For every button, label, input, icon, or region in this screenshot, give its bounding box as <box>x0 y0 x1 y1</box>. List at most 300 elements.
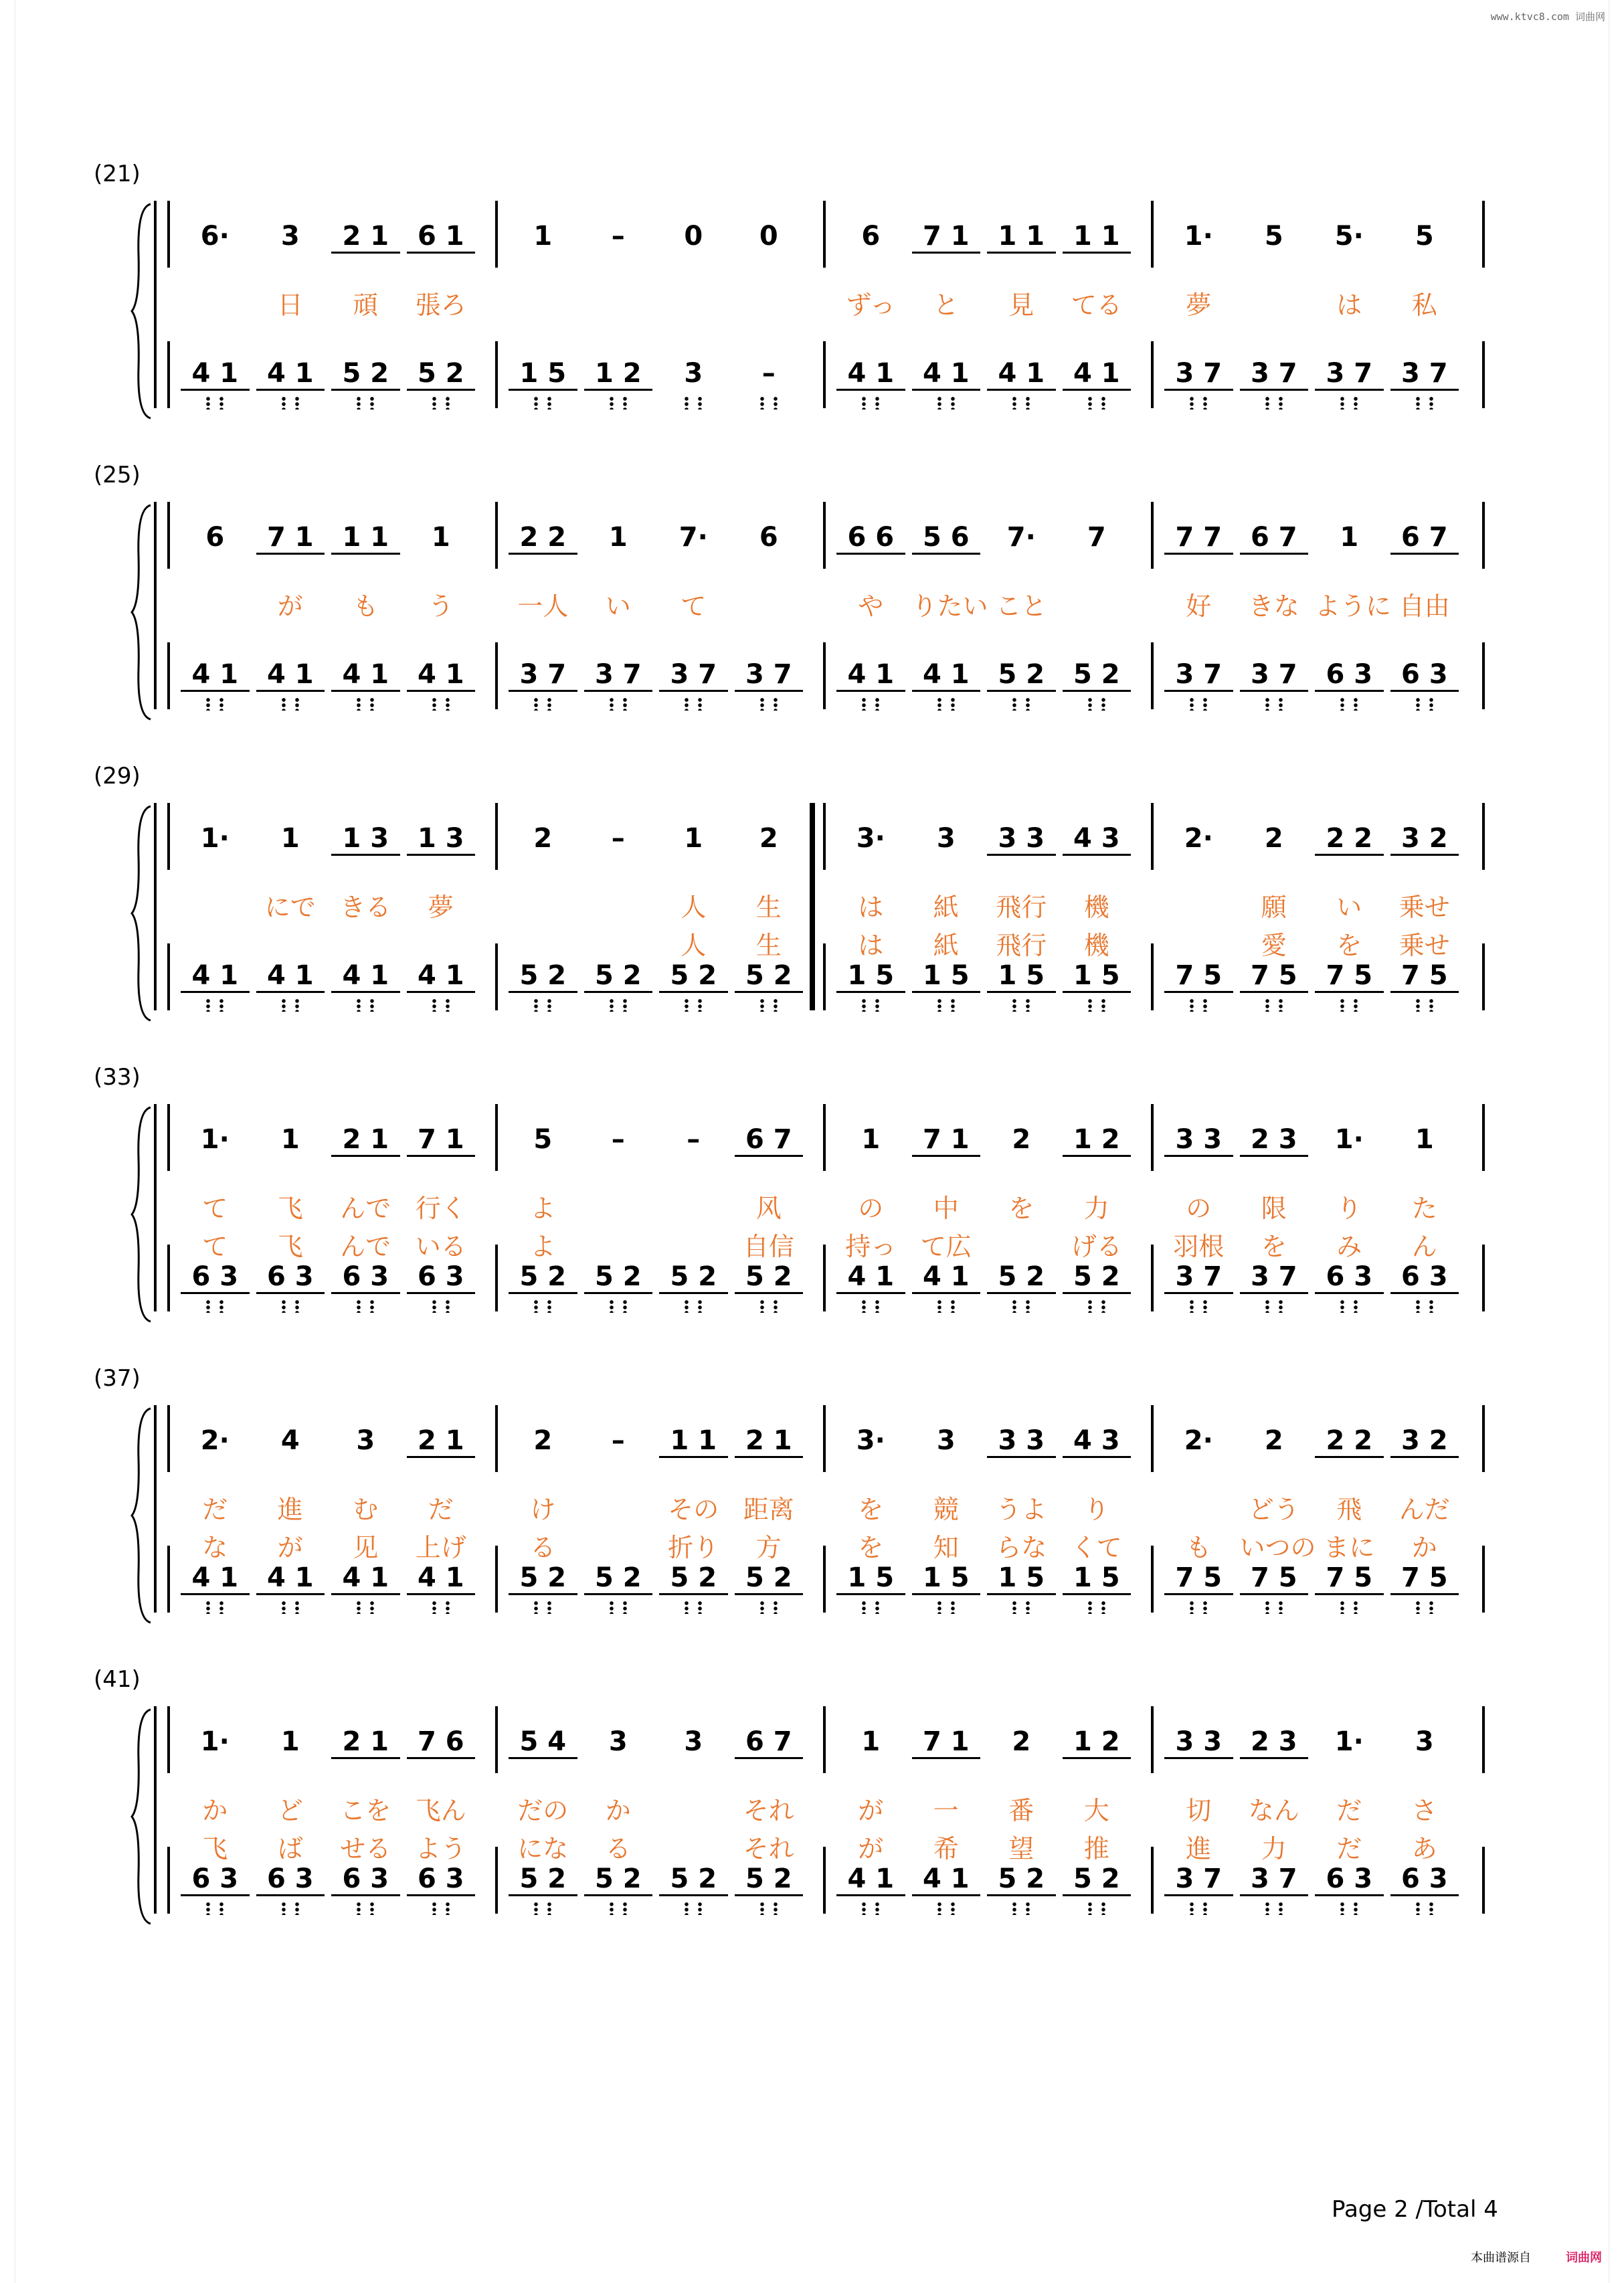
lyric-second-verse: も <box>1186 1533 1212 1562</box>
melody-note: 1 1 <box>1063 221 1132 254</box>
lyric: 一人 <box>517 591 569 621</box>
lyric: 飛行 <box>996 893 1047 922</box>
melody-note: 2 3 <box>1240 1726 1309 1759</box>
barline <box>167 1546 170 1613</box>
barline <box>823 803 826 870</box>
melody-note: 2 1 <box>407 1425 476 1458</box>
lyric: だ <box>428 1495 454 1524</box>
lyric-second-verse: にな <box>517 1834 569 1863</box>
octave-dots <box>201 396 228 409</box>
barline <box>495 1706 498 1773</box>
lyric: う <box>428 591 454 621</box>
bass-note: 1 5 <box>912 960 981 993</box>
barline <box>1482 341 1485 408</box>
octave-dots <box>1185 998 1212 1012</box>
system-line <box>154 1706 157 1914</box>
melody-note: 3 <box>1415 1726 1434 1757</box>
lyric-second-verse: る <box>605 1834 631 1863</box>
barline <box>1151 803 1154 870</box>
bass-note: 6 3 <box>1390 659 1459 692</box>
octave-dots <box>755 697 782 711</box>
lyric: うよ <box>996 1495 1047 1524</box>
octave-dots <box>1008 396 1034 409</box>
bass-note: 4 1 <box>836 659 905 692</box>
octave-dots <box>1083 998 1110 1012</box>
lyric-second-verse: は <box>858 931 884 960</box>
melody-note: 6 <box>759 522 778 553</box>
barline <box>1151 502 1154 569</box>
lyric: や <box>858 591 884 621</box>
lyric: た <box>1411 1194 1437 1223</box>
barline <box>495 1847 498 1914</box>
octave-dots <box>933 396 960 409</box>
octave-dots <box>277 1299 304 1313</box>
bass-note: 5 2 <box>987 1863 1056 1896</box>
lyric: い <box>605 591 631 621</box>
barline <box>495 1405 498 1472</box>
barline <box>823 1245 826 1311</box>
melody-note: 7 1 <box>912 1726 981 1759</box>
bass-note: 6 3 <box>256 1261 325 1294</box>
barline <box>1151 1546 1154 1613</box>
lyric: てる <box>1071 290 1122 320</box>
octave-dots <box>1185 1902 1212 1915</box>
bass-note: 4 1 <box>836 358 905 391</box>
footer-source: 本曲谱源自 <box>1471 2251 1531 2265</box>
measure-number: (37) <box>94 1365 141 1392</box>
melody-note: 1 <box>1340 522 1359 553</box>
barline <box>1151 1104 1154 1171</box>
melody-note: 5 <box>1415 221 1434 252</box>
octave-dots <box>1411 1601 1438 1614</box>
barline <box>1482 1104 1485 1171</box>
lyric-second-verse: 持っ <box>845 1232 897 1261</box>
lyric-second-verse: 飞 <box>277 1232 303 1261</box>
lyric: きな <box>1248 591 1299 621</box>
lyric: 限 <box>1261 1194 1287 1223</box>
lyric: か <box>202 1796 228 1825</box>
melody-note: 6 <box>205 522 225 553</box>
octave-dots <box>933 1601 960 1614</box>
lyric-second-verse: よう <box>415 1834 466 1863</box>
bass-note: 4 1 <box>331 1562 400 1595</box>
octave-dots <box>201 1601 228 1614</box>
bass-note: 3 7 <box>1164 358 1233 391</box>
lyric-second-verse: 希 <box>933 1834 959 1863</box>
octave-dots <box>428 1902 454 1915</box>
octave-dots <box>529 1299 556 1313</box>
melody-note: 3 2 <box>1390 823 1459 856</box>
system-brace <box>130 502 157 723</box>
barline <box>167 803 170 870</box>
melody-note: 6 7 <box>735 1124 804 1157</box>
bass-note: 5 2 <box>659 960 728 993</box>
system-brace <box>130 1706 157 1927</box>
bass-note: 1 5 <box>1063 1562 1132 1595</box>
octave-dots <box>529 697 556 711</box>
octave-dots <box>201 1902 228 1915</box>
octave-dots <box>1083 1902 1110 1915</box>
melody-note: 3· <box>856 823 885 854</box>
bass-note: 3 7 <box>659 659 728 692</box>
bass-note: 5 2 <box>1063 1261 1132 1294</box>
barline <box>1151 1706 1154 1773</box>
bass-note: 5 2 <box>987 659 1056 692</box>
octave-dots <box>857 1902 884 1915</box>
bass-note: 1 5 <box>1063 960 1132 993</box>
octave-dots <box>1008 1601 1034 1614</box>
barline <box>823 1405 826 1472</box>
barline <box>823 1546 826 1613</box>
melody-note: 1 <box>861 1124 881 1155</box>
bass-note: 1 5 <box>836 1562 905 1595</box>
octave-dots <box>1261 1601 1287 1614</box>
bass-note: 3 7 <box>1390 358 1459 391</box>
system <box>0 161 1624 428</box>
octave-dots <box>1411 998 1438 1012</box>
lyric-second-verse: ん <box>1411 1232 1437 1261</box>
octave-dots <box>277 998 304 1012</box>
barline <box>1151 1245 1154 1311</box>
octave-dots <box>1008 1902 1034 1915</box>
lyric-second-verse: いつの <box>1239 1533 1316 1562</box>
melody-note: 2 <box>1264 1425 1283 1456</box>
bass-note: 3 7 <box>1164 1863 1233 1896</box>
lyric: 自由 <box>1399 591 1450 621</box>
melody-note: 2 <box>759 823 778 854</box>
octave-dots <box>1261 396 1287 409</box>
melody-note: 1· <box>200 1726 230 1757</box>
melody-note: 2 1 <box>735 1425 804 1458</box>
bass-note: 4 1 <box>912 1863 981 1896</box>
octave-dots <box>755 1902 782 1915</box>
melody-note: 2 <box>533 1425 553 1456</box>
melody-note: 3 3 <box>987 1425 1056 1458</box>
melody-note: 2 <box>1012 1726 1031 1757</box>
melody-note: 0 <box>684 221 703 252</box>
melody-note: 2 3 <box>1240 1124 1309 1157</box>
bass-note: 5 2 <box>1063 659 1132 692</box>
bass-note: 4 1 <box>407 960 476 993</box>
octave-dots <box>605 396 632 409</box>
bass-note: 3 7 <box>1315 358 1384 391</box>
octave-dots <box>277 1601 304 1614</box>
melody-note: 7 1 <box>912 1124 981 1157</box>
melody-note: 2 <box>1012 1124 1031 1155</box>
lyric-second-verse: 见 <box>353 1533 379 1562</box>
octave-dots <box>277 1902 304 1915</box>
lyric-second-verse: よ <box>530 1232 556 1261</box>
site-url: www.ktvc8.com 词曲网 <box>1490 11 1605 23</box>
lyric-second-verse: 上げ <box>415 1533 466 1562</box>
system <box>0 1064 1624 1332</box>
bass-note: 4 1 <box>987 358 1056 391</box>
melody-note: 3 3 <box>1164 1124 1233 1157</box>
melody-note: 1 <box>280 823 300 854</box>
octave-dots <box>428 1299 454 1313</box>
melody-note: 1· <box>1184 221 1213 252</box>
lyric: 日 <box>277 290 303 320</box>
bass-note: 3 7 <box>735 659 804 692</box>
lyric: の <box>1186 1194 1212 1223</box>
bass-note: 7 5 <box>1390 1562 1459 1595</box>
lyric: どう <box>1248 1495 1299 1524</box>
melody-note: 1 3 <box>331 823 400 856</box>
melody-note: 6 7 <box>1390 522 1459 555</box>
melody-note: 2 2 <box>1315 1425 1384 1458</box>
melody-note: 6· <box>200 221 230 252</box>
bass-note: 1 5 <box>836 960 905 993</box>
lyric-second-verse: を <box>858 1533 884 1562</box>
barline <box>1151 341 1154 408</box>
octave-dots <box>857 396 884 409</box>
barline <box>495 502 498 569</box>
octave-dots <box>1336 1601 1362 1614</box>
lyric-second-verse: せる <box>340 1834 391 1863</box>
lyric: 私 <box>1411 290 1437 320</box>
melody-note: 5· <box>1334 221 1364 252</box>
melody-note: 7 6 <box>407 1726 476 1759</box>
octave-dots <box>428 697 454 711</box>
bass-note: 5 2 <box>509 960 577 993</box>
barline <box>495 1546 498 1613</box>
barline <box>1482 1847 1485 1914</box>
bass-note: 6 3 <box>331 1863 400 1896</box>
barline <box>1151 943 1154 1010</box>
octave-dots <box>605 998 632 1012</box>
lyric-second-verse: あ <box>1411 1834 1437 1863</box>
bass-note: 5 2 <box>735 960 804 993</box>
barline <box>1151 201 1154 268</box>
octave-dots <box>1008 998 1034 1012</box>
footer-site: 词曲网 <box>1566 2251 1602 2265</box>
barline <box>1482 943 1485 1010</box>
bass-note: 5 2 <box>659 1863 728 1896</box>
octave-dots <box>201 998 228 1012</box>
barline <box>1151 642 1154 709</box>
barline <box>167 1847 170 1914</box>
lyric: 夢 <box>428 893 454 922</box>
lyric: 進 <box>277 1495 303 1524</box>
melody-note: 2 1 <box>331 1726 400 1759</box>
lyric-second-verse: 愛 <box>1261 931 1287 960</box>
melody-note: 1 2 <box>1063 1124 1132 1157</box>
barline <box>823 341 826 408</box>
octave-dots <box>857 697 884 711</box>
octave-dots <box>933 1902 960 1915</box>
barline <box>167 642 170 709</box>
lyric: 願 <box>1261 893 1287 922</box>
melody-note: 3 3 <box>1164 1726 1233 1759</box>
system-line <box>154 803 157 1010</box>
bass-note: 1 5 <box>987 1562 1056 1595</box>
lyric-second-verse: らな <box>996 1533 1047 1562</box>
lyric: と <box>933 290 959 320</box>
barline <box>1151 1847 1154 1914</box>
lyric-second-verse: ば <box>277 1834 303 1863</box>
lyric: む <box>353 1495 379 1524</box>
melody-note: 3 3 <box>987 823 1056 856</box>
lyric: 見 <box>1008 290 1034 320</box>
system-line <box>154 1104 157 1311</box>
system-line <box>154 1405 157 1613</box>
octave-dots <box>933 1299 960 1313</box>
lyric: い <box>1336 893 1362 922</box>
melody-note: 4 <box>280 1425 300 1456</box>
melody-note: 3 <box>280 221 300 252</box>
lyric-second-verse: 羽根 <box>1173 1232 1225 1261</box>
octave-dots <box>1185 1299 1212 1313</box>
melody-note: 3 <box>356 1425 375 1456</box>
octave-dots <box>755 998 782 1012</box>
bass-note: 3 7 <box>1240 1863 1309 1896</box>
octave-dots <box>605 1299 632 1313</box>
melody-note: 3 <box>936 823 956 854</box>
melody-note: 1 <box>684 823 703 854</box>
octave-dots <box>428 1601 454 1614</box>
melody-note: – <box>611 1425 625 1456</box>
melody-note: 1 <box>280 1726 300 1757</box>
bass-note: 7 5 <box>1315 960 1384 993</box>
octave-dots <box>605 697 632 711</box>
bass-note: 5 2 <box>584 960 653 993</box>
bass-note: 3 7 <box>1240 659 1309 692</box>
system-line <box>154 502 157 709</box>
lyric-second-verse: だ <box>1336 1834 1362 1863</box>
lyric: なん <box>1248 1796 1299 1825</box>
lyric-second-verse: な <box>202 1533 228 1562</box>
melody-note: 6 7 <box>735 1726 804 1759</box>
bass-note: 7 5 <box>1164 1562 1233 1595</box>
octave-dots <box>1261 1299 1287 1313</box>
bass-note: 6 3 <box>256 1863 325 1896</box>
system-brace <box>130 1405 157 1626</box>
lyric-second-verse: 乗せ <box>1399 931 1450 960</box>
octave-dots <box>529 998 556 1012</box>
octave-dots <box>1336 1902 1362 1915</box>
octave-dots <box>277 697 304 711</box>
melody-note: 1 <box>280 1124 300 1155</box>
melody-note: 4 3 <box>1063 1425 1132 1458</box>
system <box>0 763 1624 1030</box>
lyric: 番 <box>1008 1796 1034 1825</box>
melody-note: 2 <box>533 823 553 854</box>
lyric: それ <box>743 1796 794 1825</box>
bass-note: 5 2 <box>1063 1863 1132 1896</box>
barline <box>1151 1405 1154 1472</box>
bass-note: 5 2 <box>509 1261 577 1294</box>
bass-note: 4 1 <box>256 659 325 692</box>
lyric: ずっ <box>846 290 896 320</box>
measure-number: (33) <box>94 1064 141 1091</box>
lyric: て <box>681 591 707 621</box>
octave-dots <box>933 697 960 711</box>
lyric: 飞ん <box>415 1796 466 1825</box>
octave-dots <box>857 1601 884 1614</box>
melody-note: 1 <box>431 522 450 553</box>
bass-note: 3 <box>684 358 703 389</box>
lyric-second-verse: それ <box>743 1834 794 1863</box>
lyric: ように <box>1315 591 1392 621</box>
melody-note: 3 <box>684 1726 703 1757</box>
melody-note: 4 3 <box>1063 823 1132 856</box>
bass-note: 3 7 <box>584 659 653 692</box>
lyric: 切 <box>1186 1796 1212 1825</box>
octave-dots <box>1083 697 1110 711</box>
melody-note: 2· <box>1184 823 1213 854</box>
octave-dots <box>1083 1299 1110 1313</box>
lyric: だ <box>202 1495 228 1524</box>
barline <box>1482 803 1485 870</box>
barline <box>167 1245 170 1311</box>
lyric: 飞 <box>277 1194 303 1223</box>
melody-note: 1 3 <box>407 823 476 856</box>
melody-note: – <box>611 221 625 252</box>
bass-note: 6 3 <box>1315 1261 1384 1294</box>
lyric-second-verse: 飛行 <box>996 931 1047 960</box>
lyric-second-verse: 推 <box>1083 1834 1109 1863</box>
octave-dots <box>1336 396 1362 409</box>
bass-note: 5 2 <box>584 1562 653 1595</box>
melody-note: 3 2 <box>1390 1425 1459 1458</box>
melody-note: 1 <box>533 221 553 252</box>
lyric-second-verse: まに <box>1324 1533 1375 1562</box>
octave-dots <box>755 1299 782 1313</box>
bass-note: 4 1 <box>181 1562 250 1595</box>
lyric: 飛 <box>1336 1495 1362 1524</box>
bass-note: 5 2 <box>584 1261 653 1294</box>
lyric: よ <box>530 1194 556 1223</box>
melody-note: 1 <box>1415 1124 1434 1155</box>
melody-note: 3· <box>856 1425 885 1456</box>
octave-dots <box>352 998 379 1012</box>
melody-note: 5 <box>533 1124 553 1155</box>
lyric: 距离 <box>743 1495 794 1524</box>
lyric: にで <box>264 893 316 922</box>
lyric: 紙 <box>933 893 959 922</box>
bass-note: 4 1 <box>256 960 325 993</box>
melody-note: 1 1 <box>987 221 1056 254</box>
melody-note: 1 <box>861 1726 881 1757</box>
octave-dots <box>1185 396 1212 409</box>
lyric-second-verse: げる <box>1071 1232 1122 1261</box>
octave-dots <box>1336 998 1362 1012</box>
barline <box>495 341 498 408</box>
octave-dots <box>201 697 228 711</box>
bass-note: 6 3 <box>1390 1261 1459 1294</box>
lyric-second-verse: 人 <box>681 931 707 960</box>
lyric: 頑 <box>353 290 379 320</box>
octave-dots <box>680 998 707 1012</box>
barline <box>1482 1546 1485 1613</box>
lyric-second-verse: くて <box>1071 1533 1122 1562</box>
measure-number: (25) <box>94 462 141 488</box>
barline <box>823 1847 826 1914</box>
lyric: ど <box>277 1796 303 1825</box>
bass-note: 7 5 <box>1240 1562 1309 1595</box>
barline <box>1482 1706 1485 1773</box>
barline <box>823 943 826 1010</box>
lyric: を <box>858 1495 884 1524</box>
lyric: りたい <box>911 591 988 621</box>
bass-note: 6 3 <box>407 1863 476 1896</box>
barline <box>1482 502 1485 569</box>
bass-note: 6 3 <box>1390 1863 1459 1896</box>
octave-dots <box>1411 1902 1438 1915</box>
bass-note: 4 1 <box>181 659 250 692</box>
bass-note: 5 2 <box>584 1863 653 1896</box>
lyric: だの <box>517 1796 569 1825</box>
